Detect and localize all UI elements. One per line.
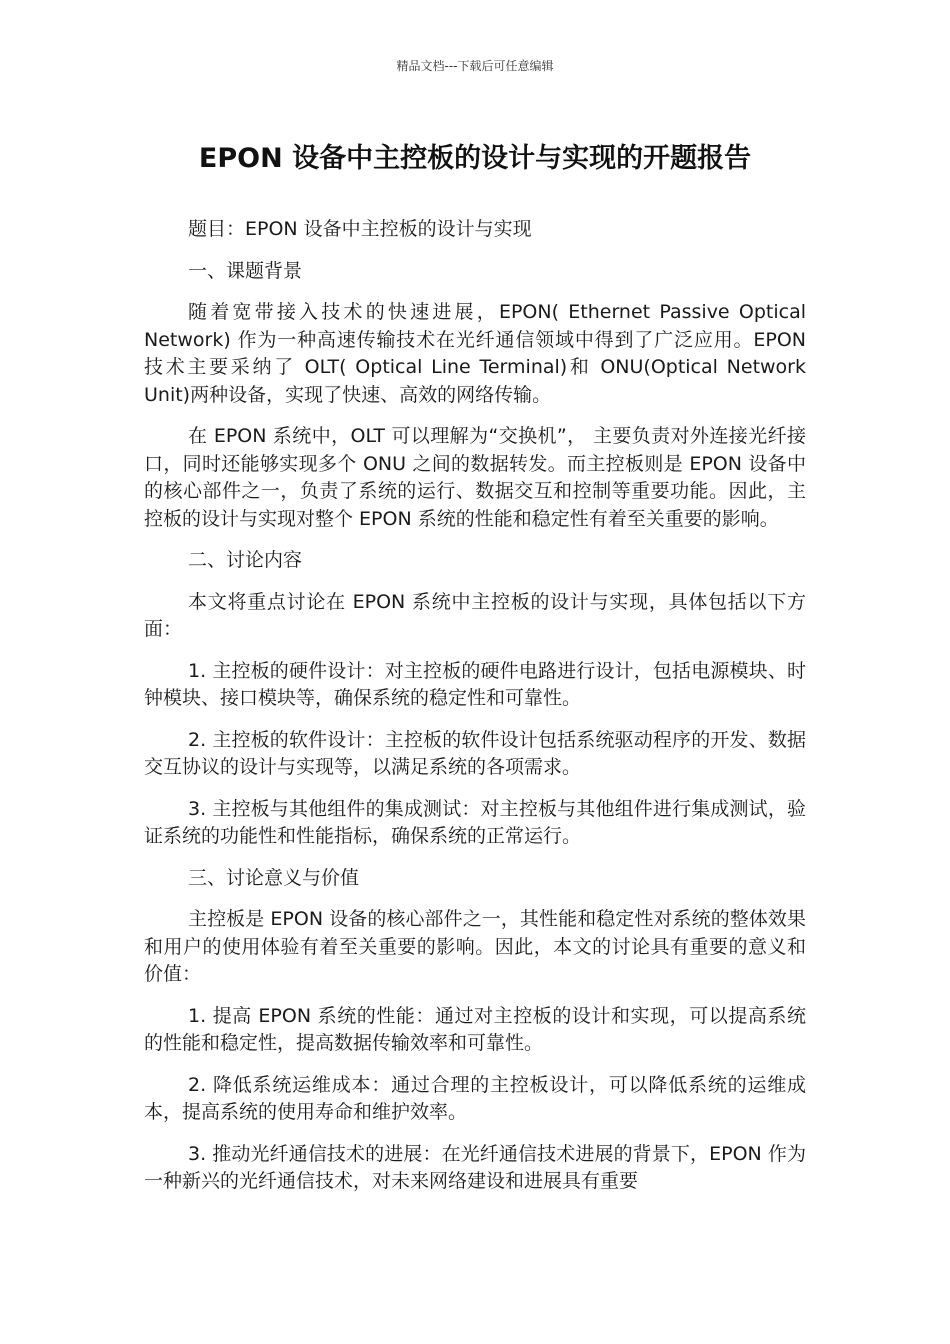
document-title: EPON 设备中主控板的设计与实现的开题报告	[198, 143, 752, 174]
content-item-software: 2. 主控板的软件设计：主控板的软件设计包括系统驱动程序的开发、数据交互协议的设计与实现等，以满足系统的各项需求。	[144, 728, 806, 778]
section-heading-significance: 三、讨论意义与价值	[188, 866, 360, 889]
significance-item-performance: 1. 提高 EPON 系统的性能：通过对主控板的设计和实现，可以提高系统的性能和稳定性，提高数据传输效率和可靠性。	[144, 1004, 806, 1054]
significance-item-progress: 3. 推动光纤通信技术的进展：在光纤通信技术进展的背景下，EPON 作为一种新兴的光纤通信技术，对未来网络建设和进展具有重要	[144, 1142, 806, 1192]
section-heading-background: 一、课题背景	[188, 259, 303, 282]
content-intro-paragraph: 本文将重点讨论在 EPON 系统中主控板的设计与实现，具体包括以下方面：	[144, 590, 806, 640]
document-body	[144, 216, 806, 1210]
significance-intro-paragraph: 主控板是 EPON 设备的核心部件之一，其性能和稳定性对系统的整体效果和用户的使用体验有着至关重要的影响。因此，本文的讨论具有重要的意义和价值：	[144, 908, 806, 985]
background-paragraph-2: 在 EPON 系统中，OLT 可以理解为“交换机”， 主要负责对外连接光纤接口，同时还能够实现多个 ONU 之间的数据转发。而主控板则是 EPON 设备中的核心部件之一，负责了系统的运行、数据交互和控制等重要功能。因此，主控板的设计与实现对整个 EPON 系统的性能和稳定性有着至关重要的影响。	[144, 425, 806, 530]
section-heading-content: 二、讨论内容	[188, 549, 303, 571]
content-item-integration: 3. 主控板与其他组件的集成测试：对主控板与其他组件进行集成测试，验证系统的功能性和性能指标，确保系统的正常运行。	[144, 797, 806, 847]
significance-item-cost: 2. 降低系统运维成本：通过合理的主控板设计，可以降低系统的运维成本，提高系统的使用寿命和维护效率。	[144, 1073, 806, 1123]
background-paragraph-1: 随着宽带接入技术的快速进展，EPON( Ethernet Passive Optical Network) 作为一种高速传输技术在光纤通信领域中得到了广泛应用。EPON 技术主要采纳了 OLT( Optical Line Terminal)和 ONU(Optical Network Unit)两种设备，实现了快速、高效的网络传输。	[144, 301, 806, 406]
content-item-hardware: 1. 主控板的硬件设计：对主控板的硬件电路进行设计，包括电源模块、时钟模块、接口模块等，确保系统的稳定性和可靠性。	[144, 659, 806, 709]
subject-line: 题目：EPON 设备中主控板的设计与实现	[188, 218, 532, 240]
header-note: 精品文档---下载后可任意编辑	[396, 59, 554, 73]
